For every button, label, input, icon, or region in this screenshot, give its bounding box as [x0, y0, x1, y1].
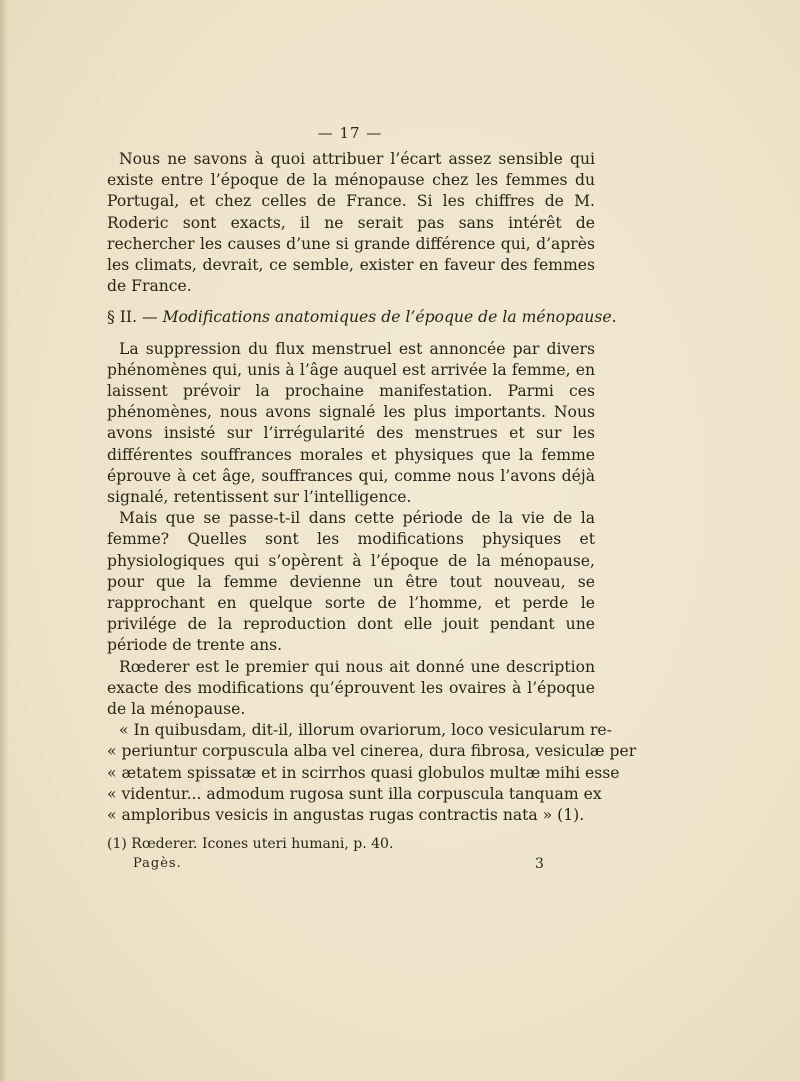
- footnote: (1) Rœderer. Icones uteri humani, p. 40.: [107, 836, 394, 852]
- section-heading: [107, 307, 617, 328]
- page-edge-shadow: [0, 0, 8, 1081]
- quote-line: « amploribus vesicis in angustas rugas contractis nata » (1).: [107, 806, 585, 825]
- paragraph: Nous ne savons à quoi attribuer l’écart assez sensible qui existe entre l’époque de la ménopause chez les femmes du Portugal, et chez celles de France. Si les chiffres de M. Roderic sont exacts, il ne serait pas sans intérêt de rechercher les causes d’une si grande différence qui, d’après les climats, devrait, ce semble, exister en faveur des femmes de France.: [107, 150, 595, 296]
- page-number: — 17 —: [317, 124, 383, 142]
- body-text: [107, 149, 637, 826]
- quote-line: « periuntur corpuscula alba vel cinerea, dura fibrosa, vesiculæ per: [107, 742, 637, 761]
- paragraph: La suppression du flux menstruel est annoncée par divers phénomènes qui, unis à l’âge auquel est arrivée la femme, en laissent prévoir la prochaine manifestation. Parmi ces phénomènes, nous avons signalé les plus importants. Nous avons insisté sur l’irrégularité des menstrues et sur les différentes souffrances morales et physiques que la femme éprouve à cet âge, souffrances qui, comme nous l’avons déjà signalé, retentissent sur l’intelligence.: [107, 339, 595, 507]
- paragraph: Mais que se passe-t-il dans cette période de la vie de la femme? Quelles sont les modifications physiques et physiologiques qui s’opèrent à l’époque de la ménopause, pour que la femme devienne un être tout nouveau, se rapprochant en quelque sorte de l’homme, et perde le privilége de la reproduction dont elle jouit pendant une période de trente ans.: [107, 509, 595, 655]
- latin-quotation: [107, 720, 637, 826]
- quote-line: « videntur... admodum rugosa sunt illa corpuscula tanquam ex: [107, 784, 602, 803]
- section-title: Modifications anatomiques de l’époque de la ménopause.: [162, 308, 617, 327]
- section-number: § II. —: [107, 308, 158, 327]
- sheet-number: 3: [535, 856, 544, 872]
- printer-signature: Pagès.: [133, 856, 182, 871]
- quote-line: « In quibusdam, dit-il, illorum ovariorum, loco vesicularum re-: [119, 721, 612, 740]
- paragraph: Rœderer est le premier qui nous ait donné une description exacte des modifications qu’éprouvent les ovaires à l’époque de la ménopause.: [107, 657, 595, 719]
- quote-line: « ætatem spissatæ et in scirrhos quasi globulos multæ mihi esse: [107, 763, 620, 782]
